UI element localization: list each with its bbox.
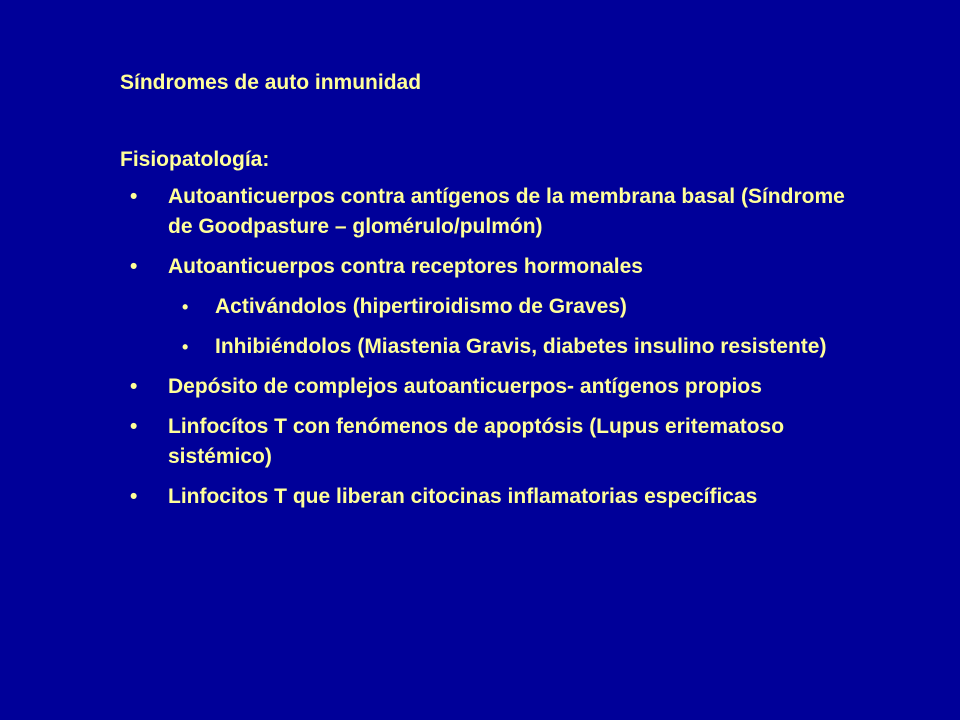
- bullet-text: Linfocitos T que liberan citocinas inflamatorias específicas: [168, 485, 758, 508]
- bullet-icon: •: [130, 375, 138, 398]
- bullet-item: [130, 482, 868, 512]
- bullet-icon: •: [130, 255, 138, 278]
- bullet-text: Activándolos (hipertiroidismo de Graves): [215, 295, 627, 318]
- bullet-text: Depósito de complejos autoanticuerpos- antígenos propios: [168, 375, 762, 398]
- bullet-text: Autoanticuerpos contra receptores hormonales: [168, 255, 643, 278]
- slide-title: Síndromes de auto inmunidad: [120, 71, 422, 94]
- bullet-icon: •: [182, 297, 189, 317]
- bullet-text: Linfocítos T con fenómenos de apoptósis (Lupus eritematoso sistémico): [168, 415, 785, 468]
- bullet-icon: •: [182, 337, 189, 357]
- sub-bullet-item: [182, 292, 865, 322]
- bullet-icon: •: [130, 485, 138, 508]
- bullet-icon: •: [130, 415, 138, 438]
- bullet-text: Inhibiéndolos (Miastenia Gravis, diabetes insulino resistente): [215, 335, 827, 358]
- bullet-icon: •: [130, 185, 138, 208]
- bullet-item: [130, 372, 868, 402]
- bullet-item: [130, 412, 868, 472]
- bullet-item: [130, 252, 868, 282]
- slide-subtitle: Fisiopatología:: [120, 148, 270, 171]
- bullet-list: [0, 182, 960, 522]
- bullet-text: Autoanticuerpos contra antígenos de la membrana basal (Síndrome de Goodpasture – glomérulo/pulmón): [168, 185, 845, 238]
- bullet-item: [130, 182, 868, 242]
- sub-bullet-item: [182, 332, 865, 362]
